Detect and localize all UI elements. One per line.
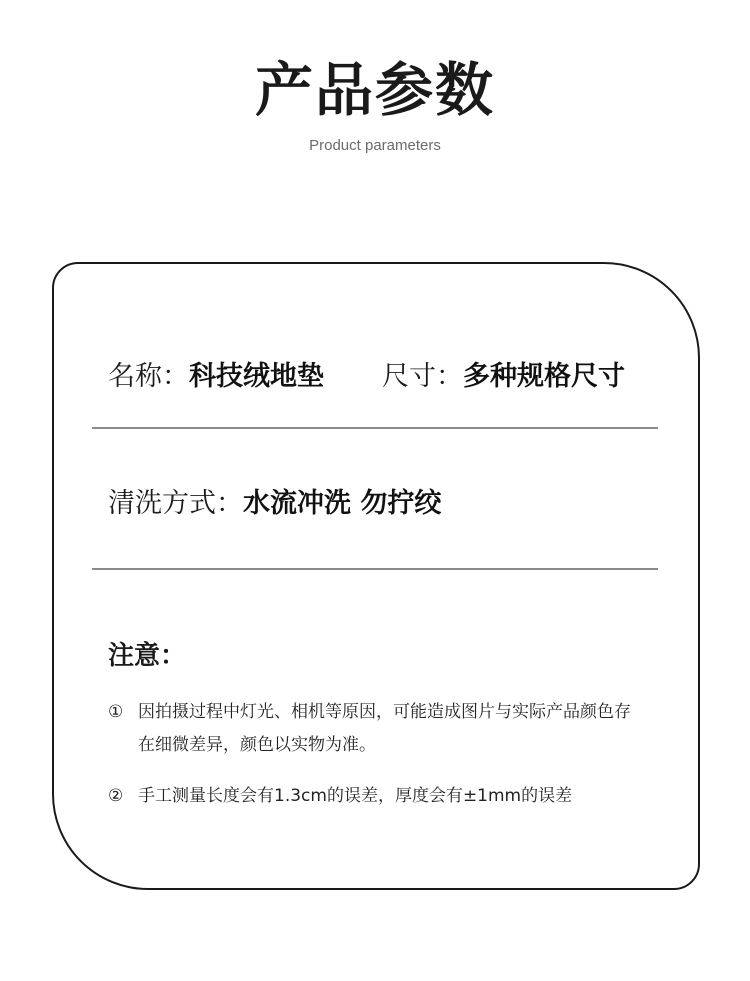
wash-label: 清洗方式： (108, 488, 243, 519)
divider (92, 568, 658, 570)
size-row (382, 360, 625, 394)
notice-text: 因拍摄过程中灯光、相机等原因，可能造成图片与实际产品颜色存在细微差异，颜色以实物为准。 (138, 702, 631, 755)
divider (92, 427, 658, 429)
name-label: 名称： (108, 361, 189, 392)
size-label: 尺寸： (382, 361, 463, 392)
name-row (108, 360, 324, 394)
notice-item (108, 696, 638, 762)
parameters-card (52, 262, 700, 890)
notice-marker: ② (108, 786, 124, 806)
wash-value: 水流冲洗 勿拧绞 (243, 488, 442, 519)
notice-text: 手工测量长度会有1.3cm的误差，厚度会有±1mm的误差 (138, 786, 573, 806)
wash-row (108, 487, 441, 521)
notice-title: 注意： (108, 641, 187, 671)
notice-marker: ① (108, 702, 124, 722)
size-value: 多种规格尺寸 (463, 361, 625, 392)
page-title: 产品参数 (254, 56, 495, 124)
name-value: 科技绒地垫 (189, 361, 324, 392)
notice-item (108, 780, 638, 813)
page-subtitle: Product parameters (309, 137, 441, 154)
